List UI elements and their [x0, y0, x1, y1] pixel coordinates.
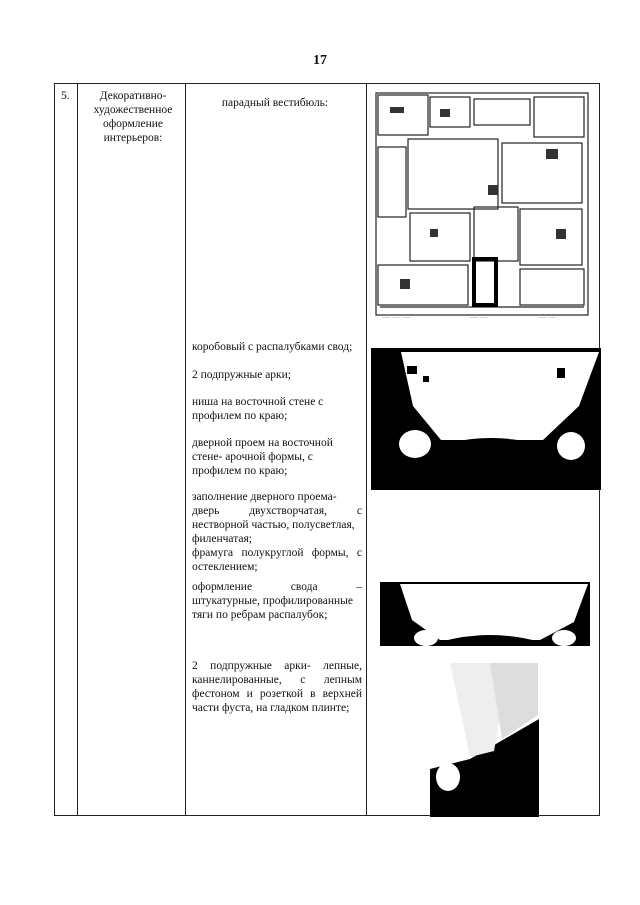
- desc-line: профилем по краю;: [192, 410, 288, 422]
- arch-photo: [430, 659, 539, 817]
- svg-text:⸺ ⸺ ⸺: ⸺ ⸺ ⸺: [382, 315, 411, 321]
- category-line: оформление: [102, 118, 164, 130]
- section-heading: парадный вестибюль:: [221, 97, 329, 109]
- desc-line: фрамуга полукруглой формы, с: [192, 547, 362, 559]
- vault-photo: [371, 348, 601, 490]
- desc-line: нестворной частью, полусветлая,: [192, 519, 355, 531]
- svg-text:⸺ ⸺: ⸺ ⸺: [538, 315, 557, 321]
- desc-line: оформление свода –: [192, 581, 362, 593]
- column-divider: [366, 84, 367, 815]
- desc-line: дверной проем на восточной: [192, 437, 333, 449]
- desc-vault-decor: [192, 580, 362, 622]
- desc-doorway: [192, 436, 362, 478]
- column-divider: [185, 84, 186, 815]
- desc-line: стене- арочной формы, с: [192, 451, 313, 463]
- desc-niche: [192, 395, 362, 423]
- desc-line: дверь двухстворчатая, с: [192, 505, 362, 517]
- svg-text:⸺ ⸺: ⸺ ⸺: [470, 315, 489, 321]
- desc-arches: 2 подпружные арки;: [192, 369, 291, 381]
- page-number: 17: [313, 53, 327, 68]
- desc-door-fill: [192, 490, 362, 574]
- desc-line: 2 подпружные арки- лепные,: [192, 660, 362, 672]
- desc-line: фестоном и розеткой в верхней: [192, 688, 362, 700]
- desc-line: заполнение дверного проема-: [192, 491, 337, 503]
- category-line: художественное: [93, 104, 173, 116]
- column-divider: [77, 84, 78, 815]
- desc-line: каннелированные, с лепным: [192, 674, 362, 686]
- desc-arch-decor: [192, 659, 362, 715]
- vault-detail-photo: [380, 582, 590, 646]
- desc-line: остеклением;: [192, 561, 258, 573]
- desc-line: штукатурные, профилированные: [192, 595, 353, 607]
- desc-line: ниша на восточной стене с: [192, 396, 324, 408]
- desc-vault: коробовый с распалубками свод;: [192, 341, 353, 353]
- category-cell: [79, 89, 187, 145]
- row-index: 5.: [61, 90, 70, 102]
- desc-line: тяги по ребрам распалубок;: [192, 609, 328, 621]
- heritage-table: [54, 83, 600, 816]
- category-line: интерьеров:: [103, 132, 163, 144]
- category-line: Декоративно-: [99, 90, 167, 102]
- desc-line: филенчатая;: [192, 533, 252, 545]
- floor-plan-image: [370, 89, 594, 321]
- desc-line: части фуста, на гладком плинте;: [192, 702, 350, 714]
- desc-line: профилем по краю;: [192, 465, 288, 477]
